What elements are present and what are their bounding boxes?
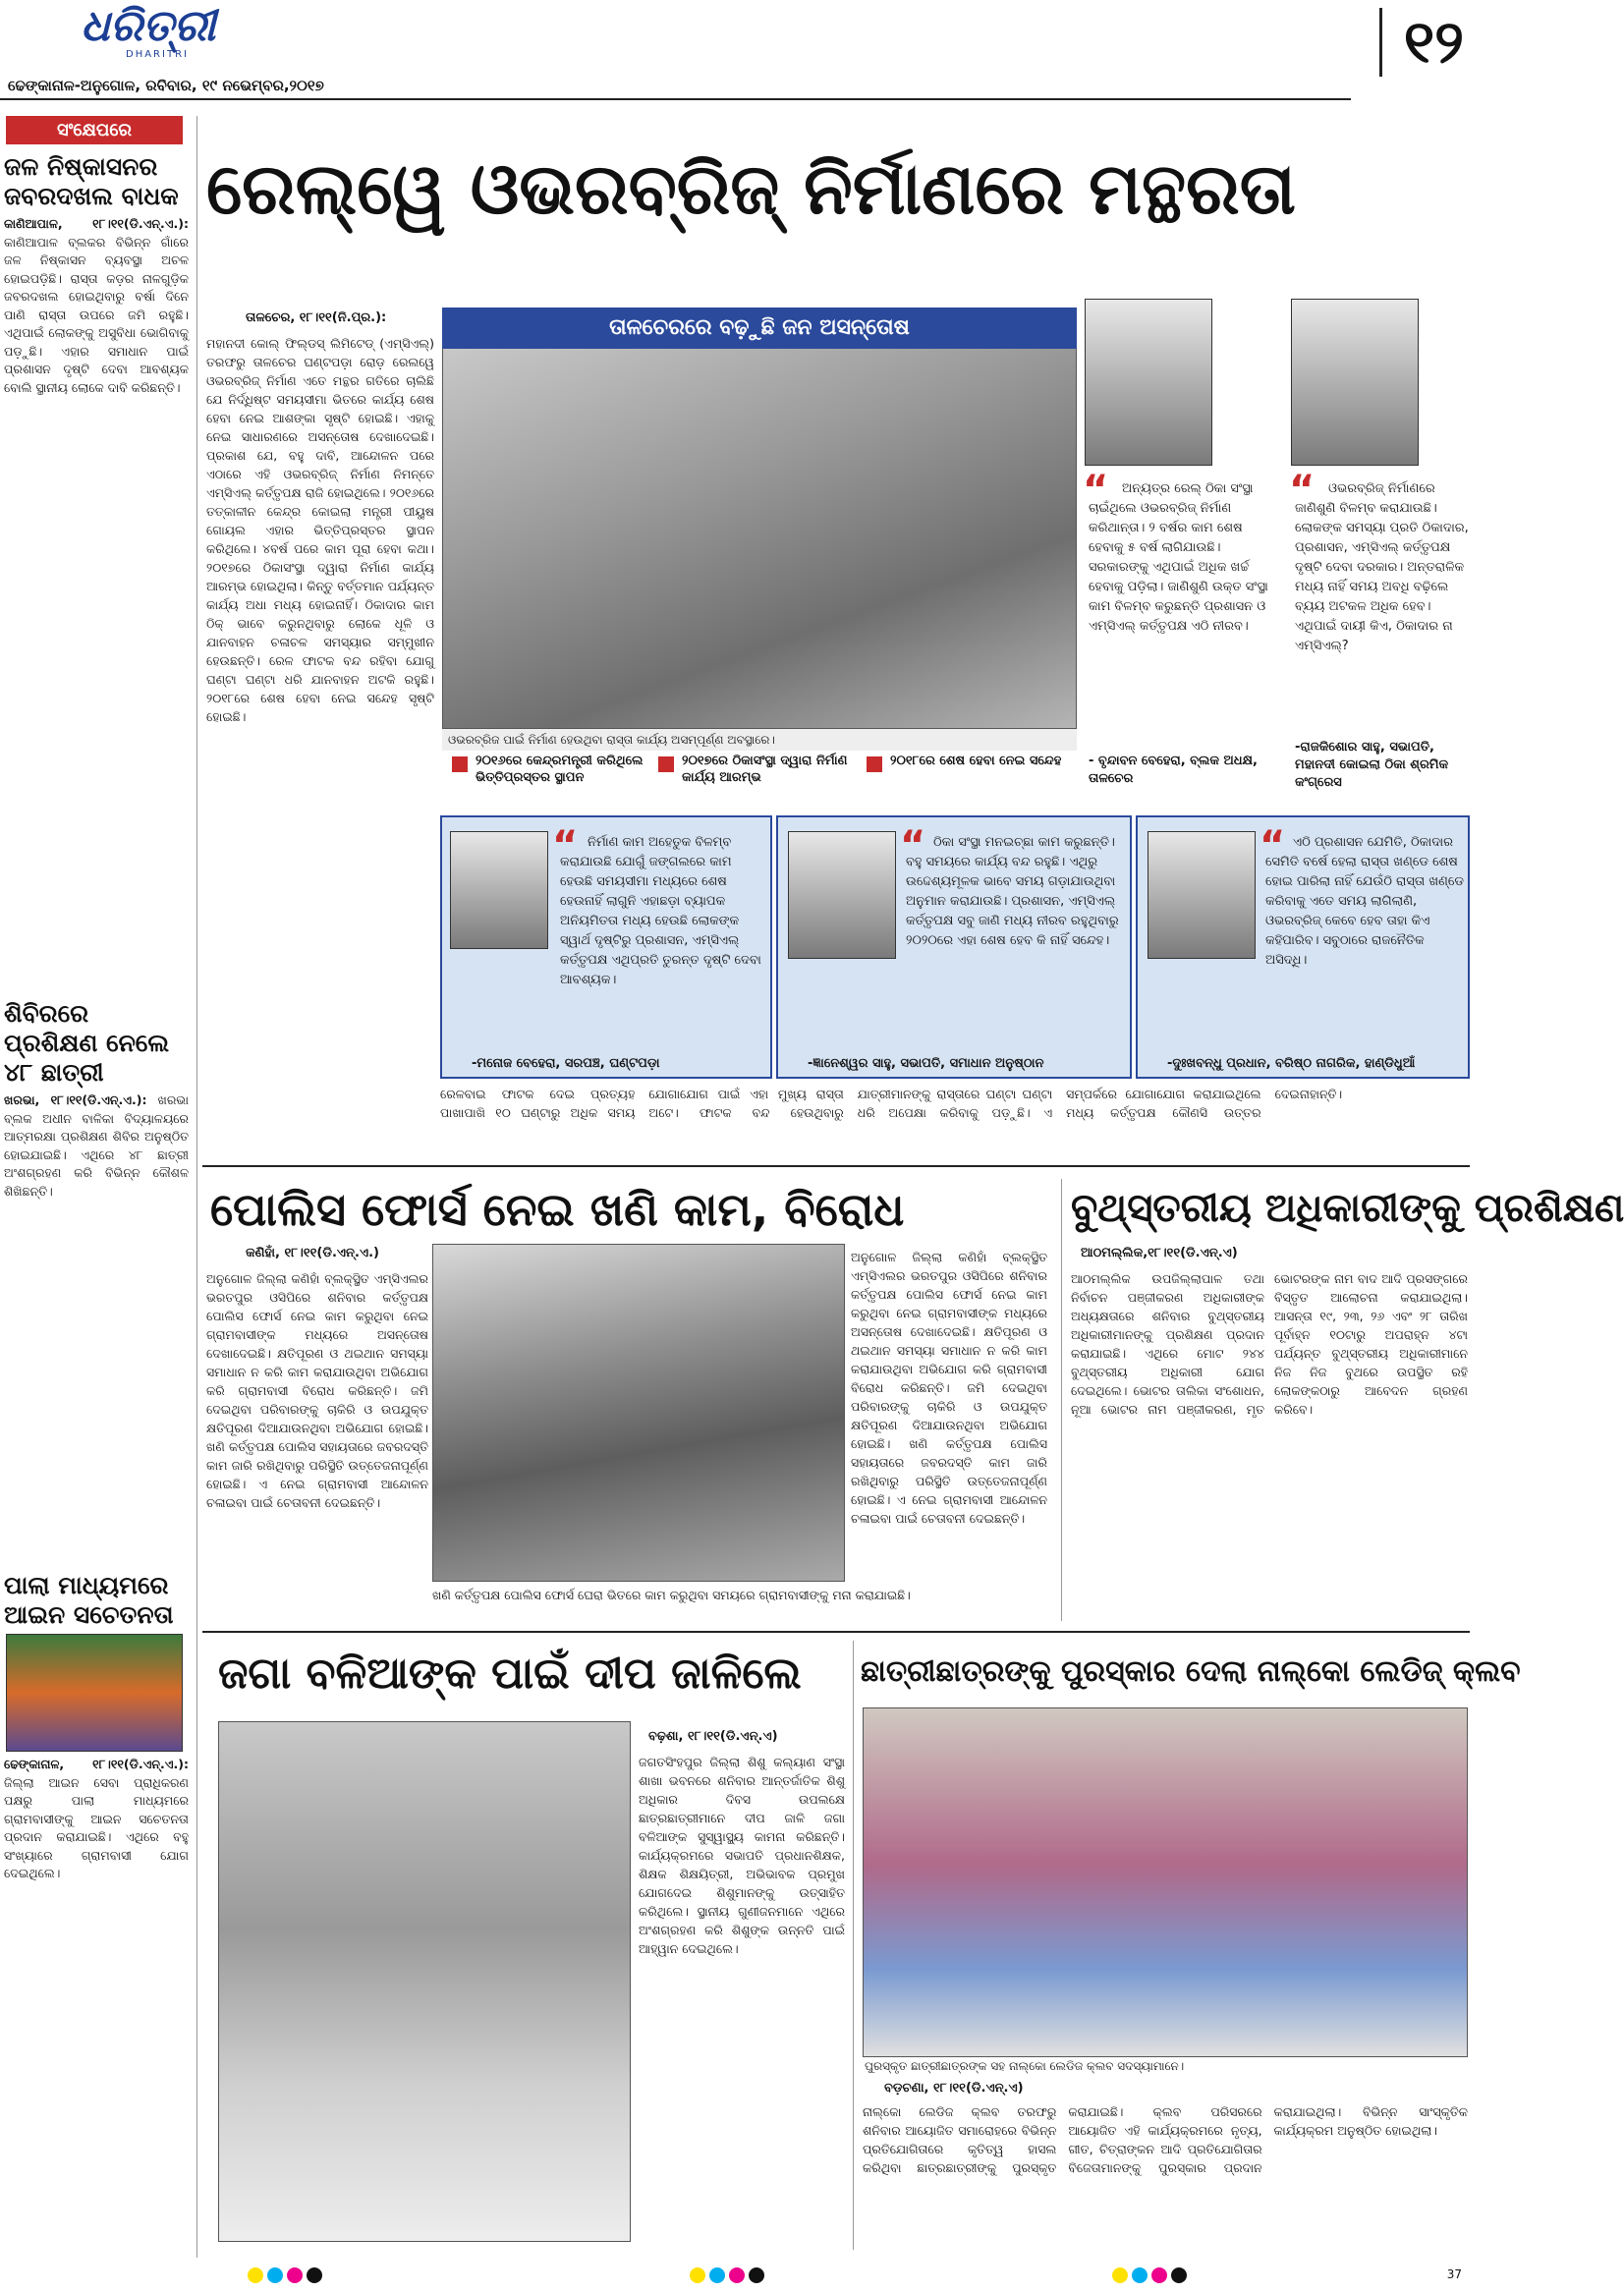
dateline-text: ଢେଙ୍କାନାଳ-ଅନୁଗୋଳ, ରବିବାର, ୧୯ ନଭେମ୍ବର,୨୦୧୭	[8, 77, 324, 94]
lead-bottom-text: ରେଳବାଇ ଫାଟକ ଦେଇ ପ୍ରତ୍ୟହ ପାଖାପାଖି ୧୦ ଘଣ୍ଟାରୁ ଅଧିକ ସମୟ ଯୋଗାଯୋଗ ପାଇଁ ଏହା ମୁଖ୍ୟ ରାସ୍ତା ଅଟେ। ଫାଟକ ବନ୍ଦ ହେଉଥିବାରୁ ଯାତ୍ରୀମାନଙ୍କୁ ରାସ୍ତାରେ ଘଣ୍ଟା ଘଣ୍ଟା ଧରି ଅପେକ୍ଷା କରିବାକୁ ପଡ଼ୁଛି। ଏ ସମ୍ପର୍କରେ ଯୋଗାଯୋଗ କରାଯାଇଥିଲେ ମଧ୍ୟ କର୍ତ୍ତୃପକ୍ଷ କୌଣସି ଉତ୍ତର ଦେଇନାହାନ୍ତି।	[440, 1087, 1343, 1120]
section-rule-1	[202, 1165, 1470, 1167]
quote-5-mark: “	[1260, 823, 1286, 868]
quote-5	[1136, 815, 1470, 1079]
quote-3-mark: “	[552, 823, 579, 868]
quote-4	[776, 815, 1132, 1079]
registration-marks-2	[688, 2262, 766, 2289]
brief3-text: ଜିଲ୍ଲା ଆଇନ ସେବା ପ୍ରାଧିକରଣ ପକ୍ଷରୁ ପାଲା ମାଧ୍ୟମରେ ଗ୍ରାମବାସୀଙ୍କୁ ଆଇନ ସଚେତନତା ପ୍ରଦାନ କରାଯାଇଛି। ଏଥିରେ ବହୁ ସଂଖ୍ୟାରେ ଗ୍ରାମବାସୀ ଯୋଗ ଦେଇଥିଲେ।	[4, 1774, 189, 1880]
sidebar-briefs	[0, 116, 193, 2149]
jaga-body: ଜଗତସିଂହପୁର ଜିଲ୍ଲା ଶିଶୁ କଲ୍ୟାଣ ସଂସ୍ଥା ଶାଖା ଭବନରେ ଶନିବାର ଆନ୍ତର୍ଜାତିକ ଶିଶୁ ଅଧିକାର ଦିବସ ଉପଲକ୍ଷେ ଛାତ୍ରଛାତ୍ରୀମାନେ ଦୀପ ଜାଳି ଜଗା ବଳିଆଙ୍କ ସୁସ୍ୱାସ୍ଥ୍ୟ କାମନା କରିଛନ୍ତି। କାର୍ଯ୍ୟକ୍ରମରେ ସଭାପତି ପ୍ରଧାନଶିକ୍ଷକ, ଶିକ୍ଷକ ଶିକ୍ଷୟିତ୍ରୀ, ଅଭିଭାବକ ପ୍ରମୁଖ ଯୋଗଦେଇ ଶିଶୁମାନଙ୍କୁ ଉତ୍ସାହିତ କରିଥିଲେ। ସ୍ଥାନୀୟ ଗୁଣୀଜନମାନେ ଏଥିରେ ଅଂଶଗ୍ରହଣ କରି ଶିଶୁଙ୍କ ଉନ୍ନତି ପାଇଁ ଆହ୍ୱାନ ଦେଇଥିଲେ।	[639, 1755, 845, 1956]
lead-photo	[442, 312, 1077, 729]
nalco-headline: ଛାତ୍ରୀଛାତ୍ରଙ୍କୁ ପୁରସ୍କାର ଦେଲା ନାଲ୍‌କୋ ଲେଡିଜ୍ କ୍ଲବ	[861, 1654, 1521, 1689]
police-photo	[432, 1244, 845, 1582]
quote-2-mark: “	[1289, 468, 1316, 513]
column-divider	[1061, 1179, 1062, 1621]
lead-body: ମହାନଦୀ କୋଲ୍ ଫିଲ୍ଡସ୍ ଲିମିଟେଡ୍ (ଏମ୍‌ସିଏଲ୍) ତରଫରୁ ତାଳଚେର ଘଣ୍ଟପଡ଼ା ରୋଡ଼ ରେଲୱେ ଓଭରବ୍ରିଜ୍ ନିର୍ମାଣ ଏତେ ମନ୍ଥର ଗତିରେ ଚାଲିଛି ଯେ ନିର୍ଦ୍ଧିଷ୍ଟ ସମୟସୀମା ଭିତରେ କାର୍ଯ୍ୟ ଶେଷ ହେବା ନେଇ ଆଶଙ୍କା ସୃଷ୍ଟି ହୋଇଛି। ଏହାକୁ ନେଇ ସାଧାରଣରେ ଅସନ୍ତୋଷ ଦେଖାଦେଇଛି। ପ୍ରକାଶ ଯେ, ବହୁ ଦାବି, ଆନ୍ଦୋଳନ ପରେ ଏଠାରେ ଏହି ଓଭରବ୍ରିଜ୍ ନିର୍ମାଣ ନିମନ୍ତେ ଏମ୍‌ସିଏଲ୍ କର୍ତ୍ତୃପକ୍ଷ ରାଜି ହୋଇଥିଲେ। ୨୦୧୬ରେ ତତ୍କାଳୀନ କେନ୍ଦ୍ର କୋଇଲା ମନ୍ତ୍ରୀ ପୀୟୁଷ ଗୋୟଲ ଏହାର ଭିତ୍ତିପ୍ରସ୍ତର ସ୍ଥାପନ କରିଥିଲେ। ୪ବର୍ଷ ପରେ କାମ ପୂରା ହେବା କଥା। ୨୦୧୭ରେ ଠିକାସଂସ୍ଥା ଦ୍ୱାରା ନିର୍ମାଣ କାର୍ଯ୍ୟ ଆରମ୍ଭ ହୋଇଥିଲା। କିନ୍ତୁ ବର୍ତ୍ତମାନ ପର୍ଯ୍ୟନ୍ତ କାର୍ଯ୍ୟ ଅଧା ମଧ୍ୟ ହୋଇନାହିଁ। ଠିକାଦାର କାମ ଠିକ୍ ଭାବେ କରୁନଥିବାରୁ ଲୋକେ ଧୂଳି ଓ ଯାନବାହନ ଚଳାଚଳ ସମସ୍ୟାର ସମ୍ମୁଖୀନ ହେଉଛନ୍ତି। ରେଳ ଫାଟକ ବନ୍ଦ ରହିବା ଯୋଗୁ ଘଣ୍ଟା ଘଣ୍ଟା ଧରି ଯାନବାହନ ଅଟକି ରହୁଛି। ୨୦୧୮ରେ ଶେଷ ହେବା ନେଇ ସନ୍ଦେହ ସୃଷ୍ଟି ହୋଇଛି।	[206, 336, 434, 724]
brief3-headline: ପାଲା ମାଧ୍ୟମରେ ଆଇନ ସଚେତନତା	[4, 1571, 174, 1629]
quote-2-photo	[1291, 299, 1419, 466]
quote-1-name: - ବୃନ୍ଦାବନ ବେହେରା, ବ୍ଲକ ଅଧକ୍ଷ, ତାଳଚେର	[1089, 754, 1258, 786]
jaga-photo	[218, 1721, 631, 2242]
nalco-dateline: ବଡ଼ଚଣା, ୧୮।୧୧(ଡି.ଏନ୍.ଏ)	[884, 2081, 1024, 2096]
quote-2-text: ଓଭରବ୍ରିଜ୍ ନିର୍ମାଣରେ ଜାଣିଶୁଣି ବିଳମ୍ବ କରାଯାଉଛି। ଲୋକଙ୍କ ସମସ୍ୟା ପ୍ରତି ଠିକାଦାର, ପ୍ରଶାସନ, ଏମ୍‌ସିଏଲ୍ କର୍ତ୍ତୃପକ୍ଷ ଦୃଷ୍ଟି ଦେବା ଦରକାର। ଅନ୍ତରାଳିକ ମଧ୍ୟ ନାହିଁ ସମୟ ଅବଧି ବଢ଼ିଲେ ବ୍ୟୟ ଅଟକଳ ଅଧିକ ହେବ। ଏଥିପାଇଁ ଦାୟୀ କିଏ, ଠିକାଦାର ନା ଏମ୍‌ସିଏଲ୍?	[1295, 481, 1469, 653]
nalco-body: ନାଲ୍‌କୋ ଲେଡିଜ କ୍ଲବ ତରଫରୁ ଶନିବାର ଆୟୋଜିତ ସମାରୋହରେ ବିଭିନ୍ନ ପ୍ରତିଯୋଗିତାରେ କୃତିତ୍ୱ ହାସଲ କରିଥିବା ଛାତ୍ରଛାତ୍ରୀଙ୍କୁ ପୁରସ୍କୃତ କରାଯାଇଛି। କ୍ଲବ ପରିସରରେ ଆୟୋଜିତ ଏହି କାର୍ଯ୍ୟକ୍ରମରେ ନୃତ୍ୟ, ଗୀତ, ଚିତ୍ରାଙ୍କନ ଆଦି ପ୍ରତିଯୋଗିତାର ବିଜେତାମାନଙ୍କୁ ପୁରସ୍କାର ପ୍ରଦାନ କରାଯାଇଥିଲା। ବିଭିନ୍ନ ସାଂସ୍କୃତିକ କାର୍ଯ୍ୟକ୍ରମ ଅନୁଷ୍ଠିତ ହୋଇଥିଲା।	[863, 2104, 1468, 2175]
police-dateline: କଣିହାଁ, ୧୮।୧୧(ଡି.ଏନ୍.ଏ.)	[246, 1246, 379, 1260]
police-photo-caption: ଖଣି କର୍ତ୍ତୃପକ୍ଷ ପୋଲିସ ଫୋର୍ସ ଘେରା ଭିତରେ କାମ କରୁଥିବା ସମୟରେ ଗ୍ରାମବାସୀଙ୍କୁ ମନା କରାଯାଇଛି।	[432, 1588, 911, 1602]
logo-subtext: DHARITRI	[126, 49, 189, 60]
police-body: ଅନୁଗୋଳ ଜିଲ୍ଲା କଣିହାଁ ବ୍ଲକ୍‌ସ୍ଥିତ ଏମ୍‌ସିଏଲର ଭରତପୁର ଓସିପିରେ ଶନିବାର କର୍ତ୍ତୃପକ୍ଷ ପୋଲିସ ଫୋର୍ସ ନେଇ କାମ କରୁଥିବା ନେଇ ଗ୍ରାମବାସୀଙ୍କ ମଧ୍ୟରେ ଅସନ୍ତୋଷ ଦେଖାଦେଇଛି। କ୍ଷତିପୂରଣ ଓ ଥଇଥାନ ସମସ୍ୟା ସମାଧାନ ନ କରି କାମ କରାଯାଉଥିବା ଅଭିଯୋଗ କରି ଗ୍ରାମବାସୀ ବିରୋଧ କରିଛନ୍ତି। ଜମି ଦେଇଥିବା ପରିବାରଙ୍କୁ ଚାକିରି ଓ ଉପଯୁକ୍ତ କ୍ଷତିପୂରଣ ଦିଆଯାଉନଥିବା ଅଭିଯୋଗ ହୋଇଛି। ଖଣି କର୍ତ୍ତୃପକ୍ଷ ପୋଲିସ ସହାୟତାରେ ଜବରଦସ୍ତି କାମ ଜାରି ରଖିଥିବାରୁ ପରିସ୍ଥିତି ଉତ୍ତେଜନାପୂର୍ଣ୍ଣ ହୋଇଛି। ଏ ନେଇ ଗ୍ରାମବାସୀ ଆନ୍ଦୋଳନ ଚଳାଇବା ପାଇଁ ଚେତାବନୀ ଦେଇଛନ୍ତି।	[206, 1271, 428, 1510]
lead-headline: ରେଲ୍‌ୱେ ଓଭରବ୍ରିଜ୍ ନିର୍ମାଣରେ ମନ୍ଥରତା	[206, 147, 1296, 230]
quote-4-name: -ଜ୍ଞାନେଶ୍ୱର ସାହୁ, ସଭାପତି, ସମାଧାନ ଅନୁଷ୍ଠାନ	[808, 1056, 1044, 1071]
quote-5-name: -ଦୁଃଖବନ୍ଧୁ ପ୍ରଧାନ, ବରିଷ୍ଠ ନାଗରିକ, ହାଣ୍ଡିଧୁଆଁ	[1167, 1056, 1416, 1071]
page-code: 37	[1446, 2267, 1462, 2281]
registration-marks-1	[246, 2262, 324, 2289]
fact-3: ୨୦୧୮ରେ ଶେଷ ହେବା ନେଇ ସନ୍ଦେହ	[865, 753, 1071, 802]
police-body-cont: ଅନୁଗୋଳ ଜିଲ୍ଲା କଣିହାଁ ବ୍ଲକ୍‌ସ୍ଥିତ ଏମ୍‌ସିଏଲର ଭରତପୁର ଓସିପିରେ ଶନିବାର କର୍ତ୍ତୃପକ୍ଷ ପୋଲିସ ଫୋର୍ସ ନେଇ କାମ କରୁଥିବା ନେଇ ଗ୍ରାମବାସୀଙ୍କ ମଧ୍ୟରେ ଅସନ୍ତୋଷ ଦେଖାଦେଇଛି। କ୍ଷତିପୂରଣ ଓ ଥଇଥାନ ସମସ୍ୟା ସମାଧାନ ନ କରି କାମ କରାଯାଉଥିବା ଅଭିଯୋଗ କରି ଗ୍ରାମବାସୀ ବିରୋଧ କରିଛନ୍ତି। ଜମି ଦେଇଥିବା ପରିବାରଙ୍କୁ ଚାକିରି ଓ ଉପଯୁକ୍ତ କ୍ଷତିପୂରଣ ଦିଆଯାଉନଥିବା ଅଭିଯୋଗ ହୋଇଛି। ଖଣି କର୍ତ୍ତୃପକ୍ଷ ପୋଲିସ ସହାୟତାରେ ଜବରଦସ୍ତି କାମ ଜାରି ରଖିଥିବାରୁ ପରିସ୍ଥିତି ଉତ୍ତେଜନାପୂର୍ଣ୍ଣ ହୋଇଛି। ଏ ନେଇ ଗ୍ରାମବାସୀ ଆନ୍ଦୋଳନ ଚଳାଇବା ପାଇଁ ଚେତାବନୀ ଦେଇଛନ୍ତି।	[851, 1250, 1047, 1526]
brief2-text: ଖରଭା ବ୍ଲକ ଅଧୀନ ବାଳିକା ବିଦ୍ୟାଳୟରେ ଆତ୍ମରକ୍ଷା ପ୍ରଶିକ୍ଷଣ ଶିବିର ଅନୁଷ୍ଠିତ ହୋଇଯାଇଛି। ଏଥିରେ ୪୮ ଛାତ୍ରୀ ଅଂଶଗ୍ରହଣ କରି ବିଭିନ୍ନ କୌଶଳ ଶିଖିଛନ୍ତି।	[4, 1092, 189, 1199]
quote-1-text: ଅନ୍ୟତ୍ର ରେଲ୍ ଠିକା ସଂସ୍ଥା ଚାଇଁଥିଲେ ଓଭରବ୍ରିଜ୍ ନିର୍ମାଣ କରିଥାନ୍ତା। ୨ ବର୍ଷର କାମ ଶେଷ ହେବାକୁ ୫ ବର୍ଷ ଲାଗିଯାଉଛି। ସରକାରଙ୍କୁ ଏଥିପାଇଁ ଅଧିକ ଖର୍ଚ୍ଚ ହେବାକୁ ପଡ଼ିଲା। ଜାଣିଶୁଣି ଉକ୍ତ ସଂସ୍ଥା କାମ ବିଳମ୍ବ କରୁଛନ୍ତି ପ୍ରଶାସନ ଓ ଏମ୍‌ସିଏଲ୍ କର୍ତ୍ତୃପକ୍ଷ ଏଠି ନୀରବ।	[1089, 481, 1268, 634]
booth-headline: ବୁଥ୍‌ସ୍ତରୀୟ ଅଧିକାରୀଙ୍କୁ ପ୍ରଶିକ୍ଷଣ	[1071, 1186, 1624, 1231]
jaga-dateline: ବଢ଼ଶା, ୧୮।୧୧(ଡି.ଏନ୍.ଏ)	[648, 1729, 778, 1744]
brief3-photo	[6, 1634, 183, 1752]
quote-4-photo	[788, 831, 896, 959]
quote-1-mark: “	[1083, 468, 1109, 513]
brief1-dateline: କାଣିଆପାଳ, ୧୮।୧୧(ଡି.ଏନ୍.ଏ.):	[4, 216, 189, 231]
brief1-text: କାଣିଆପାଳ ବ୍ଲକର ବିଭିନ୍ନ ଗାଁରେ ଜଳ ନିଷ୍କାସନ ବ୍ୟବସ୍ଥା ଅଚଳ ହୋଇପଡ଼ିଛି। ରାସ୍ତା କଡ଼ର ନାଳଗୁଡ଼ିକ ଜବରଦଖଲ ହୋଇଥିବାରୁ ବର୍ଷା ଦିନେ ପାଣି ରାସ୍ତା ଉପରେ ଜମି ରହୁଛି। ଏଥିପାଇଁ ଲୋକଙ୍କୁ ଅସୁବିଧା ଭୋଗିବାକୁ ପଡ଼ୁଛି। ଏହାର ସମାଧାନ ପାଇଁ ପ୍ରଶାସନ ଦୃଷ୍ଟି ଦେବା ଆବଶ୍ୟକ ବୋଲି ସ୍ଥାନୀୟ ଲୋକେ ଦାବି କରିଛନ୍ତି।	[4, 234, 189, 395]
registration-marks-3	[1110, 2262, 1189, 2289]
brief1-headline: ଜଳ ନିଷ୍କାସନର ଜବରଦଖଲ ବାଧକ	[4, 152, 179, 210]
brief3-dateline: ଢେଙ୍କାନାଳ, ୧୮।୧୧(ଡି.ଏନ୍.ଏ.):	[4, 1757, 189, 1771]
quote-3-name: -ମନୋଜ ବେହେରା, ସରପଞ୍ଚ, ଘଣ୍ଟପଡ଼ା	[472, 1056, 660, 1071]
sidebar-tag: ସଂକ୍ଷେପରେ	[6, 116, 183, 144]
fact-1: ୨୦୧୬ରେ କେନ୍ଦ୍ରମନ୍ତ୍ରୀ କରିଥିଲେ ଭିତ୍ତିପ୍ରସ୍ତର ସ୍ଥାପନ	[450, 753, 646, 802]
brief2-body	[4, 1091, 189, 1563]
dateline-bar	[0, 71, 1351, 100]
quote-1	[1079, 299, 1283, 810]
quote-3-text: ନିର୍ମାଣ କାମ ଅହେତୁକ ବିଳମ୍ବ କରାଯାଉଛି ଯୋଗୁଁ ଜଙ୍ଗଲରେ କାମ ହେଉଛି ସମୟସୀମା ମଧ୍ୟରେ ଶେଷ ହେଉନାହିଁ ଲାଗୁନି ଏହାଛଡ଼ା ବ୍ୟାପକ ଅନିୟମିତତା ମଧ୍ୟ ହେଉଛି ଲୋକଙ୍କ ସ୍ୱାର୍ଥ ଦୃଷ୍ଟିରୁ ପ୍ରଶାସନ, ଏମ୍‌ସିଏଲ୍ କର୍ତ୍ତୃପକ୍ଷ ଏଥିପ୍ରତି ତୁରନ୍ତ ଦୃଷ୍ଟି ଦେବା ଆବଶ୍ୟକ।	[560, 835, 761, 987]
logo-text: ଧରିତ୍ରୀ	[81, 1, 216, 51]
quote-4-mark: “	[900, 823, 926, 868]
masthead-logo	[81, 1, 216, 63]
lead-dateline: ତାଳଚେର, ୧୮।୧୧(ନି.ପ୍ର.):	[246, 310, 387, 325]
brief3-body	[4, 1756, 189, 2149]
quote-5-text: ଏଠି ପ୍ରଶାସନ ଯେମିତି, ଠିକାଦାର ସେମିତି ବର୍ଷେ ହେଲା ରାସ୍ତା ଖଣ୍ଡେ ଶେଷ ହୋଇ ପାରିଲା ନାହିଁ ଯେଉଁଠି ରାସ୍ତା ଖଣ୍ଡେ କରିବାକୁ ଏତେ ସମୟ ଲାଗିଲାଣି, ଓଭରବ୍ରିଜ୍ କେବେ ହେବ ତାହା କିଏ କହିପାରିବ। ସବୁଠାରେ ରାଜନୈତିକ ଅସିଦ୍ଧି।	[1265, 835, 1465, 968]
column-divider-2	[853, 1641, 854, 2250]
nalco-photo-caption: ପୁରସ୍କୃତ ଛାତ୍ରୀଛାତ୍ରଙ୍କ ସହ ନାଲ୍‌କୋ ଲେଡିଜ କ୍ଲବ ସଦସ୍ୟାମାନେ।	[865, 2059, 1185, 2073]
quote-3	[440, 815, 772, 1079]
page-number: ୧୨	[1379, 8, 1464, 77]
brief2-headline: ଶିବିରରେ ପ୍ରଶିକ୍ଷଣ ନେଲେ ୪୮ ଛାତ୍ରୀ	[4, 999, 170, 1087]
fact-2: ୨୦୧୭ରେ ଠିକାସଂସ୍ଥା ଦ୍ୱାରା ନିର୍ମାଣ କାର୍ଯ୍ୟ ଆରମ୍ଭ	[656, 753, 853, 802]
quote-1-photo	[1085, 299, 1212, 466]
quote-4-text: ଠିକା ସଂସ୍ଥା ମନଇଚ୍ଛା କାମ କରୁଛନ୍ତି। ବହୁ ସମୟରେ କାର୍ଯ୍ୟ ବନ୍ଦ ରହୁଛି। ଏଥିରୁ ଉଦ୍ଦେଶ୍ୟମୂଳକ ଭାବେ ସମୟ ଗଡ଼ାଯାଉଥିବା ଅନୁମାନ କରାଯାଉଛି। ପ୍ରଶାସନ, ଏମ୍‌ସିଏଲ୍ କର୍ତ୍ତୃପକ୍ଷ ସବୁ ଜାଣି ମଧ୍ୟ ନୀରବ ରହୁଥିବାରୁ ୨୦୨୦ରେ ଏହା ଶେଷ ହେବ କି ନାହିଁ ସନ୍ଦେହ।	[906, 835, 1119, 948]
police-headline: ପୋଲିସ ଫୋର୍ସ ନେଇ ଖଣି କାମ, ବିରୋଧ	[210, 1183, 905, 1236]
nalco-photo	[863, 1707, 1468, 2057]
quote-5-photo	[1148, 831, 1256, 959]
quote-2-name: -ରାଜକିଶୋର ସାହୁ, ସଭାପତି, ମହାନଦୀ କୋଇଲା ଠିକା ଶ୍ରମିକ କଂଗ୍ରେସ	[1295, 740, 1449, 790]
quote-3-photo	[450, 831, 548, 949]
quote-2	[1287, 299, 1472, 810]
jaga-headline: ଜଗା ବଳିଆଙ୍କ ପାଇଁ ଦୀପ ଜାଳିଲେ	[218, 1649, 802, 1699]
booth-dateline: ଆଠମଲ୍ଲିକ,୧୮।୧୧(ଡି.ଏନ୍.ଏ)	[1081, 1246, 1238, 1260]
sidebar-divider	[196, 116, 197, 2258]
brief2-dateline: ଖରଭା, ୧୮।୧୧(ଡି.ଏନ୍.ଏ.):	[4, 1092, 147, 1107]
brief1-body	[4, 215, 189, 991]
lead-photo-caption: ଓଭରବ୍ରିଜ ପାଇଁ ନିର୍ମାଣ ହେଉଥିବା ରାସ୍ତା କାର୍ଯ୍ୟ ଅସମ୍ପୂର୍ଣ୍ଣ ଅବସ୍ଥାରେ।	[442, 729, 1077, 751]
lead-photo-banner: ତାଳଚେରରେ ବଢ଼ୁଛି ଜନ ଅସନ୍ତୋଷ	[442, 308, 1077, 349]
section-rule-2	[202, 1631, 1470, 1633]
booth-body: ଆଠମଲ୍ଲିକ ଉପଜିଲ୍ଲାପାଳ ତଥା ନିର୍ବାଚନ ପଞ୍ଜୀକରଣ ଅଧିକାରୀଙ୍କ ଅଧ୍ୟକ୍ଷତାରେ ଶନିବାର ବୁଥ୍‌ସ୍ତରୀୟ ଅଧିକାରୀମାନଙ୍କୁ ପ୍ରଶିକ୍ଷଣ ପ୍ରଦାନ କରାଯାଇଛି। ଏଥିରେ ମୋଟ ୨୪୪ ବୁଥ୍‌ସ୍ତରୀୟ ଅଧିକାରୀ ଯୋଗ ଦେଇଥିଲେ। ଭୋଟର ତାଲିକା ସଂଶୋଧନ, ନୂଆ ଭୋଟର ନାମ ପଞ୍ଜୀକରଣ, ମୃତ ଭୋଟରଙ୍କ ନାମ ବାଦ ଆଦି ପ୍ରସଙ୍ଗରେ ବିସ୍ତୃତ ଆଲୋଚନା କରାଯାଇଥିଲା। ଆସନ୍ତା ୧୯, ୨୩, ୨୬ ଏବଂ ୨୮ ତାରିଖ ପୂର୍ବାହ୍ନ ୧୦ଟାରୁ ଅପରାହ୍ନ ୪ଟା ପର୍ଯ୍ୟନ୍ତ ବୁଥ୍‌ସ୍ତରୀୟ ଅଧିକାରୀମାନେ ନିଜ ନିଜ ବୁଥରେ ଉପସ୍ଥିତ ରହି ଲୋକଙ୍କଠାରୁ ଆବେଦନ ଗ୍ରହଣ କରିବେ।	[1071, 1271, 1468, 1417]
